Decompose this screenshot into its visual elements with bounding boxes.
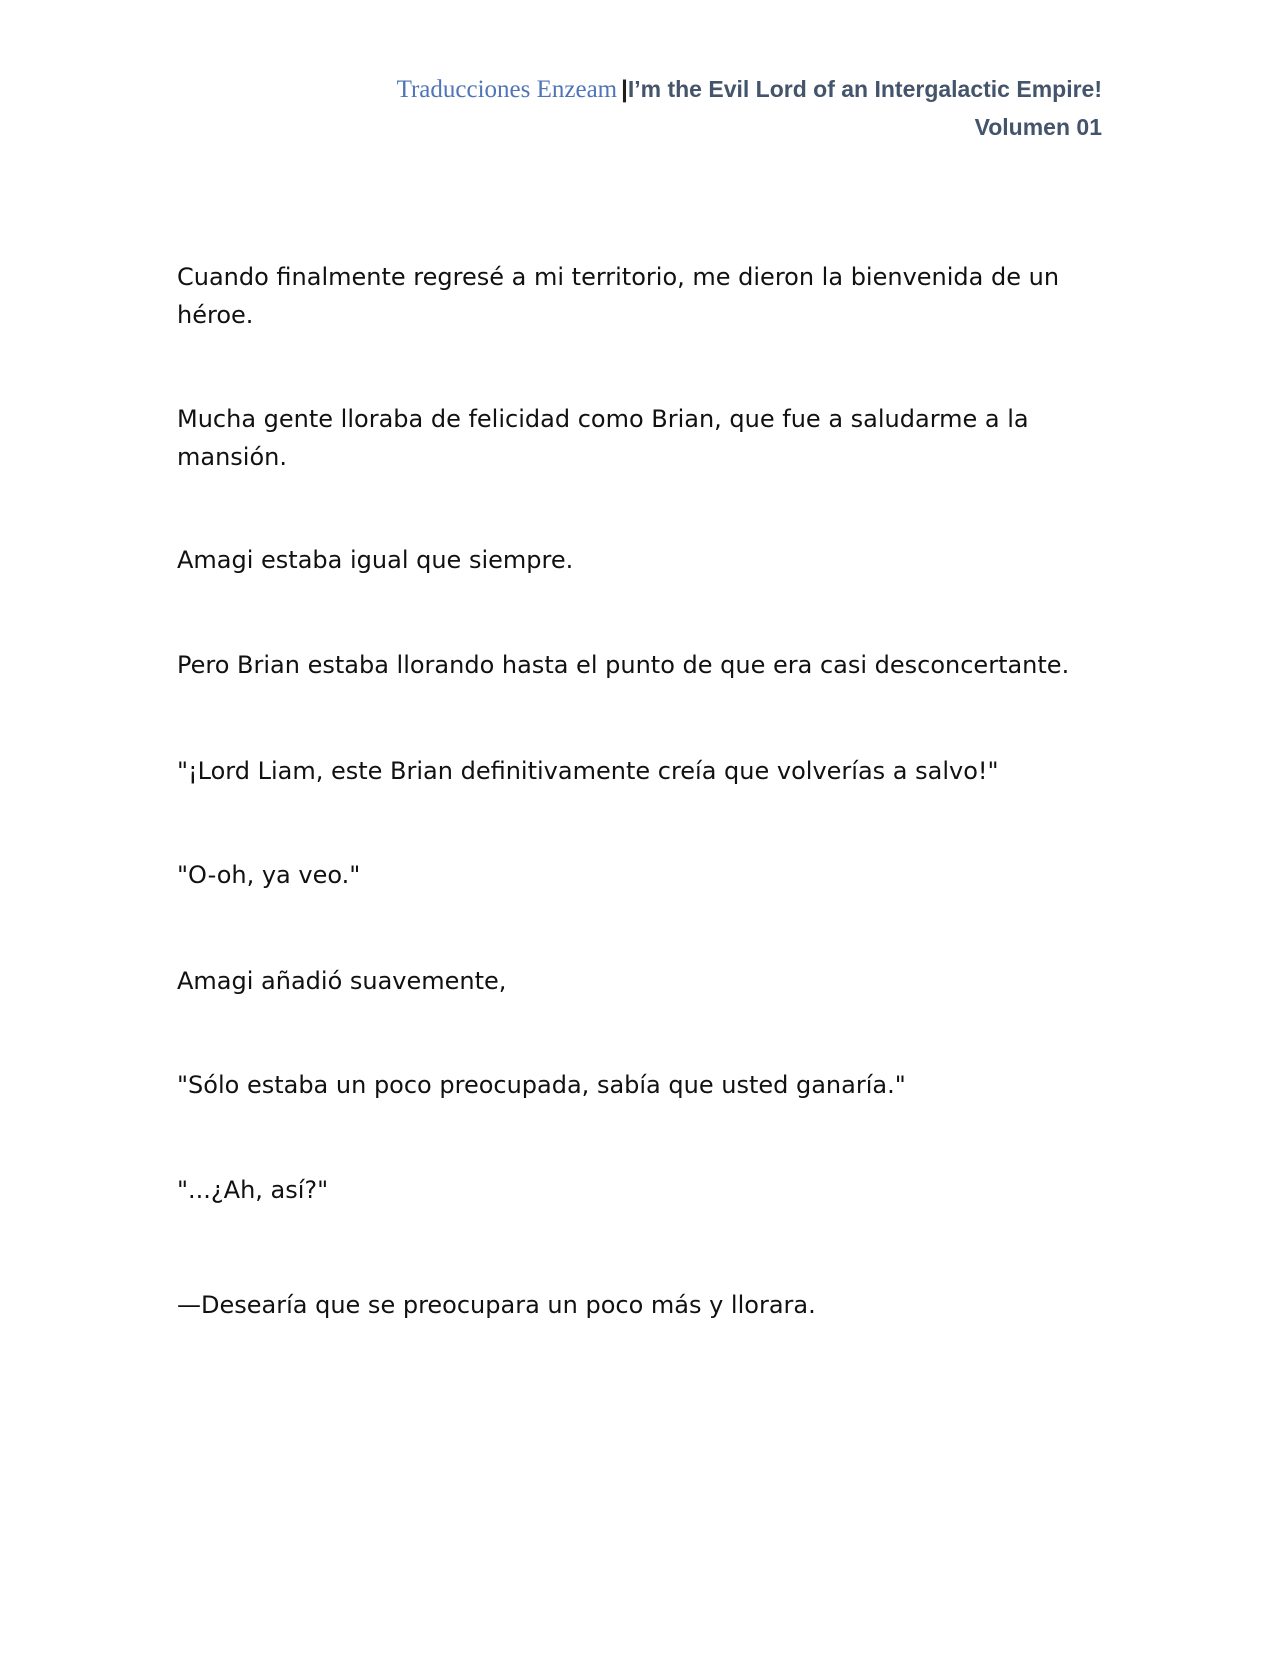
paragraph: Pero Brian estaba llorando hasta el punto de que era casi desconcertante.: [177, 651, 1070, 679]
paragraph: "...¿Ah, así?": [177, 1176, 329, 1204]
header-title-line: [397, 72, 1102, 110]
paragraph: Amagi estaba igual que siempre.: [177, 546, 574, 574]
header-separator: |: [621, 76, 628, 103]
paragraph: "O-oh, ya veo.": [177, 861, 361, 889]
paragraph: Mucha gente lloraba de felicidad como Brian, que fue a saludarme a la mansión.: [177, 405, 1029, 471]
translator-name: Traducciones Enzeam: [396, 76, 618, 103]
volume-label: Volumen 01: [974, 114, 1102, 140]
paragraph: "¡Lord Liam, este Brian definitivamente creía que volverías a salvo!": [177, 757, 999, 785]
paragraph: —Desearía que se preocupara un poco más y llorara.: [177, 1291, 816, 1319]
paragraph: Cuando finalmente regresé a mi territorio, me dieron la bienvenida de un héroe.: [177, 263, 1060, 329]
series-title: I’m the Evil Lord of an Intergalactic Empire!: [627, 76, 1102, 102]
paragraph: "Sólo estaba un poco preocupada, sabía que usted ganaría.": [177, 1071, 906, 1099]
page-header: [397, 72, 1102, 144]
paragraph: Amagi añadió suavemente,: [177, 967, 507, 995]
